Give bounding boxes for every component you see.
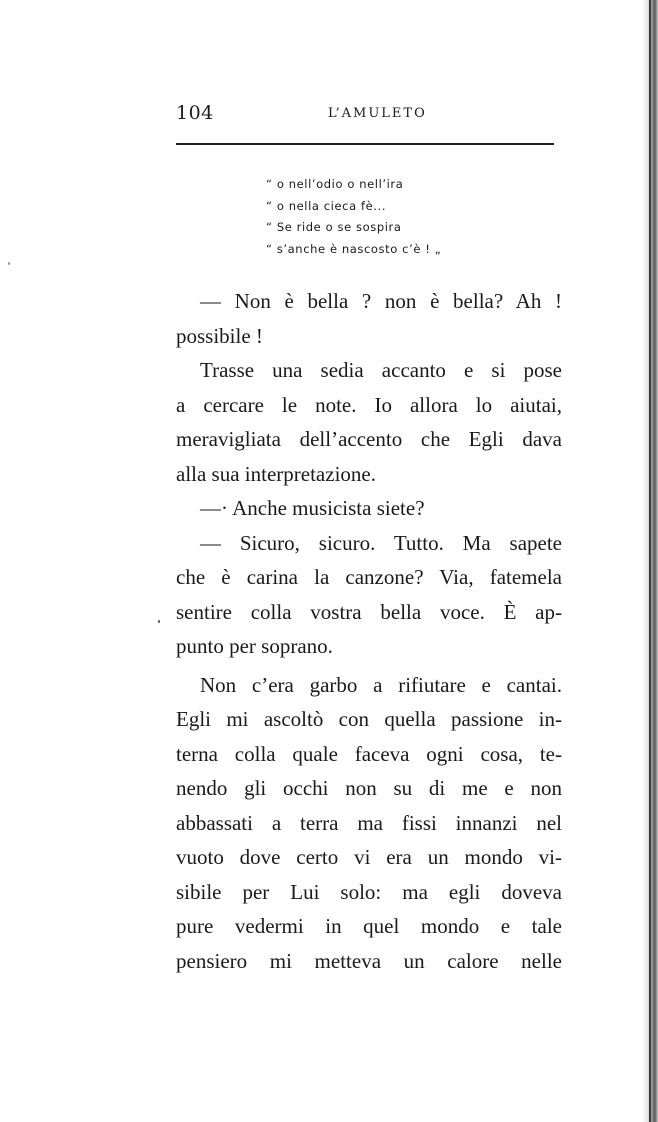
paper-speck (158, 620, 160, 623)
text-line: punto per soprano. (176, 634, 333, 658)
verse-line: “ o nella cieca fè... (266, 198, 387, 213)
running-title: L’AMULETO (328, 106, 427, 121)
text-line: possibile ! (176, 323, 263, 348)
page-number: 104 (176, 102, 214, 124)
text-line: Trasse una sedia accanto e si pose (200, 358, 562, 382)
text-line: a cercare le note. Io allora lo aiutai, (176, 392, 562, 417)
body-text (176, 284, 562, 978)
header-rule (176, 143, 554, 145)
text-line: — Sicuro, sicuro. Tutto. Ma sapete (200, 530, 562, 555)
text-line: Non c’era garbo a rifiutare e cantai. (200, 672, 562, 697)
text-line: — Non è bella ? non è bella? Ah ! (200, 289, 562, 313)
paper-speck (8, 262, 10, 265)
text-line: meravigliata dell’accento che Egli dava (176, 427, 562, 451)
text-line: vuoto dove certo vi era un mondo vi- (176, 845, 562, 869)
text-line: sibile per Lui solo: ma egli doveva (176, 879, 562, 904)
text-line: che è carina la canzone? Via, fatemela (176, 565, 562, 589)
page-edge-line (649, 0, 651, 1122)
verse-line: “ o nell’odio o nell’ira (266, 177, 404, 191)
text-line: terna colla quale faceva ogni cosa, te- (176, 741, 562, 766)
text-line: abbassati a terra ma fissi innanzi nel (176, 810, 562, 835)
text-line: nendo gli occhi non su di me e non (176, 776, 562, 800)
text-line: sentire colla vostra bella voce. È ap- (176, 599, 562, 624)
text-line: alla sua interpretazione. (176, 461, 376, 486)
text-line: —· Anche musicista siete? (200, 496, 425, 520)
verse-line: “ Se ride o se sospira (266, 220, 402, 234)
text-line: pure vedermi in quel mondo e tale (176, 914, 562, 938)
page-header (176, 100, 560, 130)
verse-line: “ s’anche è nascosto c’è ! „ (266, 241, 442, 256)
verse-quotation (266, 174, 441, 260)
text-line: Egli mi ascoltò con quella passione in- (176, 707, 562, 731)
text-line: pensiero mi metteva un calore nelle (176, 948, 562, 973)
